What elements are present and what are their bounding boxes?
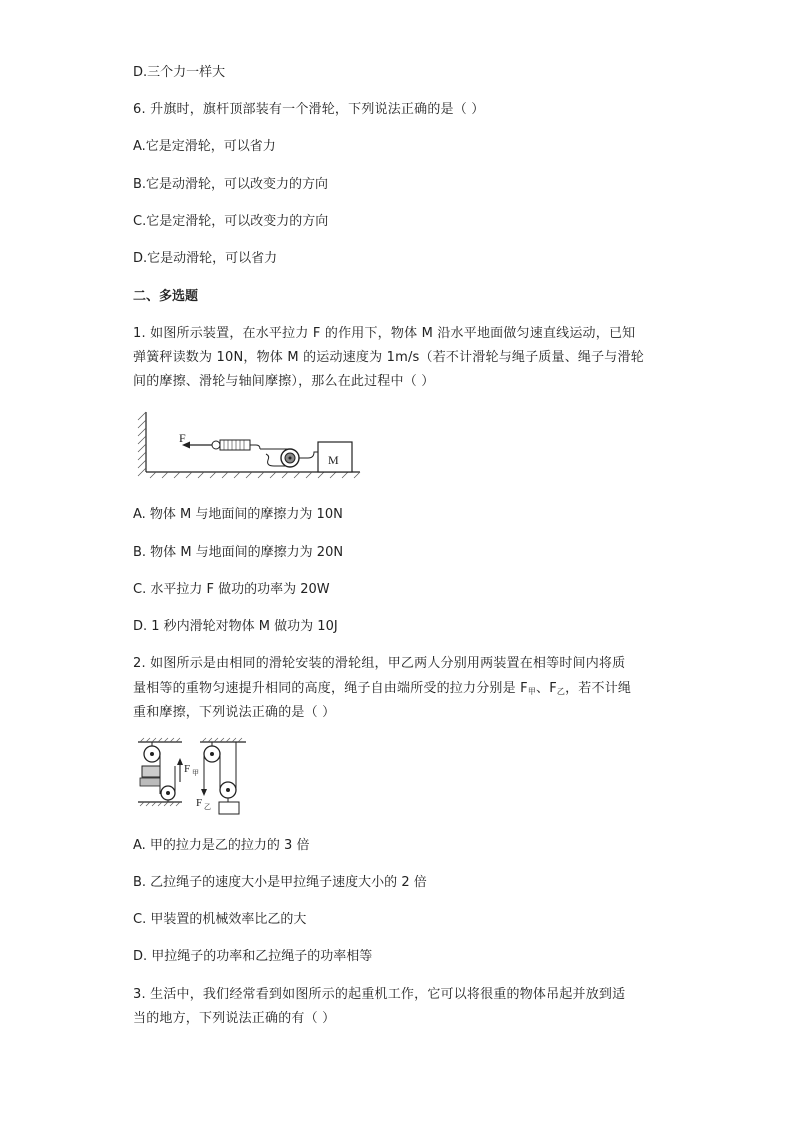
figure1-label-f: F <box>179 431 186 445</box>
figure-pulley-systems <box>136 736 256 818</box>
option-d-q6: D.它是动滑轮，可以省力 <box>133 251 278 266</box>
figure2-label-jia-sub: 甲 <box>192 769 199 777</box>
figure2-label-f-yi: F <box>196 797 203 809</box>
mq2-stem-line2: 量相等的重物匀速提升相同的高度，绳子自由端所受的拉力分别是 $F_甲$、$F_乙$，若不计绳 <box>133 681 632 696</box>
figure2-label-yi-sub: 乙 <box>204 803 211 811</box>
mq1-option-a: A. 物体 M 与地面间的摩擦力为 10N <box>133 507 343 522</box>
mq1-stem-line1: 1. 如图所示装置，在水平拉力 F 的作用下，物体 M 沿水平地面做匀速直线运动，已知 <box>133 326 636 341</box>
option-b-q6: B.它是动滑轮，可以改变力的方向 <box>133 177 329 192</box>
option-c-q6: C.它是定滑轮，可以改变力的方向 <box>133 214 329 229</box>
mq1-stem-line3: 间的摩擦、滑轮与轴间摩擦），那么在此过程中（ ） <box>133 374 435 389</box>
mq3-stem-line1: 3. 生活中，我们经常看到如图所示的起重机工作，它可以将很重的物体吊起并放到适 <box>133 987 626 1002</box>
mq1-option-d: D. 1 秒内滑轮对物体 M 做功为 10J <box>133 619 338 634</box>
mq2-stem-line3: 重和摩擦，下列说法正确的是（ ） <box>133 705 336 720</box>
mq2-option-d: D. 甲拉绳子的功率和乙拉绳子的功率相等 <box>133 949 373 964</box>
mq1-stem-line2: 弹簧秤读数为 10N，物体 M 的运动速度为 1m/s（若不计滑轮与绳子质量、绳子与滑轮 <box>133 350 644 365</box>
section-heading-multi-choice: 二、多选题 <box>133 289 199 304</box>
question-6: 6. 升旗时，旗杆顶部装有一个滑轮，下列说法正确的是（ ） <box>133 102 485 117</box>
mq1-option-c: C. 水平拉力 F 做功的功率为 20W <box>133 582 330 597</box>
figure1-label-m: M <box>328 453 339 467</box>
figure-horizontal-pulley <box>134 406 364 484</box>
mq2-stem-line1: 2. 如图所示是由相同的滑轮安装的滑轮组，甲乙两人分别用两装置在相等时间内将质 <box>133 656 626 671</box>
option-a-q6: A.它是定滑轮，可以省力 <box>133 139 276 154</box>
mq2-option-b: B. 乙拉绳子的速度大小是甲拉绳子速度大小的 2 倍 <box>133 875 427 890</box>
mq2-option-a: A. 甲的拉力是乙的拉力的 3 倍 <box>133 838 310 853</box>
mq2-option-c: C. 甲装置的机械效率比乙的大 <box>133 912 307 927</box>
mq1-option-b: B. 物体 M 与地面间的摩擦力为 20N <box>133 545 344 560</box>
option-d-q5: D.三个力一样大 <box>133 65 226 80</box>
figure2-label-f-jia: F <box>184 763 191 775</box>
mq3-stem-line2: 当的地方，下列说法正确的有（ ） <box>133 1011 336 1026</box>
